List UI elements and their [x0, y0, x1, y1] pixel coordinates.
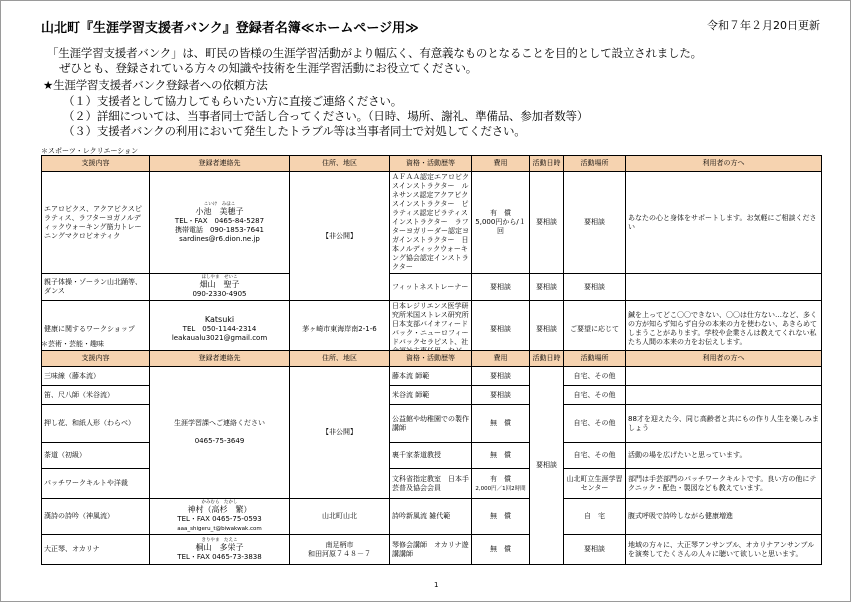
arts-table — [41, 350, 822, 565]
note-to-users: 部門は手芸部門のパッチワークキルトです。良い方の他にテクニック・配色・製図なども教えています。 — [626, 469, 822, 499]
fee — [472, 469, 530, 499]
fee-type: 有 償 — [490, 209, 511, 217]
name-reading: ほしやま せいこ — [201, 275, 238, 280]
registrant-name: 桐山 多栄子 — [195, 542, 244, 552]
contact-phone: 0465-75-3649 — [194, 437, 245, 445]
support-content: 健康に関するワークショップ — [42, 301, 150, 358]
registrant-name: 神村（高杉 繁） — [187, 505, 252, 514]
col-header: 支援内容 — [42, 156, 150, 172]
address: 山北町山北 — [290, 499, 390, 535]
qualifications: 米谷流 師範 — [390, 386, 472, 405]
contact-instruction: 生涯学習課へご連絡ください — [174, 419, 265, 427]
table-row — [42, 535, 822, 565]
registrant-name: 畑山 聖子 — [199, 280, 240, 289]
address-city: 南足柄市 — [325, 540, 354, 549]
name-reading: かみむら たかし — [201, 500, 238, 505]
activity-place: 山北町立生涯学習センター — [564, 469, 626, 499]
mobile-phone: 携帯電話 090-1853-7641 — [174, 225, 265, 234]
group-contact — [150, 367, 290, 499]
col-header: 利用者の方へ — [626, 156, 822, 172]
fee: 無 償 — [472, 535, 530, 565]
activity-place: 要相談 — [564, 274, 626, 301]
support-content: 押し花、和紙人形（わらべ） — [42, 405, 150, 443]
activity-date: 要相談 — [530, 367, 564, 565]
address: 茅ヶ崎市東海岸南2-1-6 — [290, 301, 390, 358]
intro-step-2: （２）詳細については、当事者同士で話し合ってください。（日時、場所、謝礼、準備品、参加者数等） — [63, 109, 589, 123]
registrant-contact — [150, 172, 290, 274]
col-header: 住所、地区 — [290, 351, 390, 367]
support-content: 大正琴、オカリナ — [42, 535, 150, 565]
note-to-users — [626, 367, 822, 386]
qualifications: 公益館や幼稚園での製作講師 — [390, 405, 472, 443]
phone: 090-2330-4905 — [192, 290, 247, 298]
address: 【非公開】 — [290, 367, 390, 499]
support-content: 漢詩の詩吟（神風流） — [42, 499, 150, 535]
address-detail: 和田河原７４８－７ — [308, 549, 371, 558]
fee-amount: 5,000円から/１回 — [475, 218, 526, 235]
col-header: 活動場所 — [564, 156, 626, 172]
intro-line-2: ぜひとも、登録されている方々の知識や技術を生涯学習活動にお役立てください。 — [59, 61, 478, 75]
page-title: 山北町『生涯学習支援者バンク』登録者名簿≪ホームページ用≫ — [41, 21, 419, 36]
activity-place: 自 宅 — [564, 499, 626, 535]
fee-amount: 2,000円／1回2時間 — [475, 485, 526, 492]
col-header: 利用者の方へ — [626, 351, 822, 367]
table-header — [42, 351, 822, 367]
name-reading: こいけ みほこ — [203, 201, 236, 207]
email-link[interactable]: leakaualu3021@gmail.com — [171, 334, 268, 342]
note-to-users: 88才を迎えた今、同じ高齢者と共にもの作り人生を楽しみましょう — [626, 405, 822, 443]
table-row — [42, 301, 822, 358]
note-to-users: 鍼を上ってどこ〇〇できない、〇〇は仕方ない…など、多くの方が知らず知らず自分の本来の力を使わない、あきらめてしまうことがあります。学校や企業さんは教えてくれない私たち人間の本来の力をお伝えします。 — [626, 301, 822, 358]
support-content: 三味線（藤本流） — [42, 367, 150, 386]
col-header: 登録者連絡先 — [150, 351, 290, 367]
col-header: 支援内容 — [42, 351, 150, 367]
fee: 要相談 — [472, 301, 530, 358]
table-row — [42, 367, 822, 386]
col-header: 資格・活動歴等 — [390, 156, 472, 172]
qualifications: ＡＦＡＡ認定エアロビクスインストラクター ルネサンス認定アクアビクスインストラクター ピラティス認定ピラティスインストラクター ラフターヨガリーダー認定ヨガインストラクター 日本ノルディックウォーキング協会認定インストラクター — [390, 172, 472, 274]
qualifications: 文科省指定教室 日本手芸普及協会会員 — [390, 469, 472, 499]
registrant-name: Katsuki — [204, 315, 235, 324]
activity-place: 要相談 — [564, 535, 626, 565]
registrant-contact — [150, 499, 290, 535]
intro-line-1: 「生涯学習支援者バンク」は、町民の皆様の生涯学習活動がより幅広く、有意義なものとなることを目的として設立されました。 — [47, 46, 702, 60]
table-row — [42, 172, 822, 274]
activity-place: 自宅、その他 — [564, 367, 626, 386]
update-date: 令和７年２月20日更新 — [707, 19, 820, 32]
fee: 要相談 — [472, 367, 530, 386]
activity-date: 要相談 — [530, 274, 564, 301]
phone: TEL 050-1144-2314 — [182, 325, 257, 333]
col-header: 費用 — [472, 351, 530, 367]
email-link[interactable]: sardines@r6.dion.ne.jp — [179, 234, 260, 243]
note-to-users: 地域の方々に、大正琴アンサンブル、オカリナアンサンブルを演奏してたくさんの人々に聴いて欲しいと思います。 — [626, 535, 822, 565]
note-to-users — [626, 386, 822, 405]
qualifications: 藤本流 師範 — [390, 367, 472, 386]
sports-table — [41, 155, 822, 358]
col-header: 活動日時 — [530, 156, 564, 172]
qualifications: 裏千家茶道教授 — [390, 443, 472, 469]
support-content: 親子体操・ゾーラン山北踊等、ダンス — [42, 274, 150, 301]
section-label-arts: ＊芸術・芸能・趣味 — [41, 340, 104, 348]
qualifications: フィットネストレーナー — [390, 274, 472, 301]
address: 【非公開】 — [290, 172, 390, 301]
note-to-users: 活動の場を広げたいと思っています。 — [626, 443, 822, 469]
fee: 無 償 — [472, 405, 530, 443]
fee: 要相談 — [472, 274, 530, 301]
col-header: 資格・活動歴等 — [390, 351, 472, 367]
registrant-name: 小池 美穂子 — [195, 206, 244, 216]
fee: 無 償 — [472, 499, 530, 535]
note-to-users: あなたの心と身体をサポートします。お気軽にご相談ください — [626, 172, 822, 274]
col-header: 活動場所 — [564, 351, 626, 367]
page-number: 1 — [434, 581, 439, 589]
tel-fax: TEL・FAX 0465-84-5287 — [174, 216, 265, 225]
intro-step-1: （１）支援者として協力してもらいたい方に直接ご連絡ください。 — [63, 94, 402, 108]
section-label-sports: ＊スポーツ・レクリエーション — [41, 147, 139, 155]
note-to-users — [626, 274, 822, 301]
col-header: 登録者連絡先 — [150, 156, 290, 172]
table-row — [42, 499, 822, 535]
activity-place: 自宅、その他 — [564, 405, 626, 443]
tel-fax: TEL・FAX 0465-75-0593 — [177, 515, 262, 523]
support-content: パッチワークキルトや洋裁 — [42, 469, 150, 499]
tel-fax: TEL・FAX 0465-73-3838 — [177, 552, 262, 561]
note-to-users: 腹式呼吸で詩吟しながら健康増進 — [626, 499, 822, 535]
support-content: 茶道（初級） — [42, 443, 150, 469]
support-content: 笛、尺八師（米谷流） — [42, 386, 150, 405]
col-header: 費用 — [472, 156, 530, 172]
fee-type: 有 償 — [490, 474, 511, 483]
fee: 要相談 — [472, 386, 530, 405]
registrant-contact — [150, 274, 290, 301]
activity-place: 自宅、その他 — [564, 386, 626, 405]
col-header: 住所、地区 — [290, 156, 390, 172]
activity-place: ご要望に応じて — [564, 301, 626, 358]
email-link[interactable]: aaa_shigeru_t@biwakwak.com — [177, 526, 262, 532]
col-header: 活動日時 — [530, 351, 564, 367]
qualifications: 詩吟新風流 雑代範 — [390, 499, 472, 535]
activity-date: 要相談 — [530, 301, 564, 358]
table-header — [42, 156, 822, 172]
activity-place: 要相談 — [564, 172, 626, 274]
qualifications: 日本レジリエンス医学研究所米国ストレス研究所 日本支部バイオフィードバック・ニューロフィードバックセラピスト、社 — [390, 301, 472, 358]
name-reading: きりやま たえこ — [201, 537, 238, 543]
table-row — [42, 274, 822, 301]
activity-place: 自宅、その他 — [564, 443, 626, 469]
intro-heading: ★生涯学習支援者バンク登録者への依頼方法 — [43, 78, 268, 92]
intro-step-3: （３）支援者バンクの利用において発生したトラブル等は当事者同士で対処してください。 — [63, 124, 526, 138]
registrant-contact — [150, 301, 290, 358]
qualifications: 琴修会講師 オカリナ遊講講師 — [390, 535, 472, 565]
support-content: エアロビクス、アクアビクスピラティス、ラフターヨガノルディックウォーキング筋力トレーニングマクロビオティク — [42, 172, 150, 274]
fee — [472, 172, 530, 274]
activity-date: 要相談 — [530, 172, 564, 274]
registrant-contact — [150, 535, 290, 565]
fee: 無 償 — [472, 443, 530, 469]
address — [290, 535, 390, 565]
